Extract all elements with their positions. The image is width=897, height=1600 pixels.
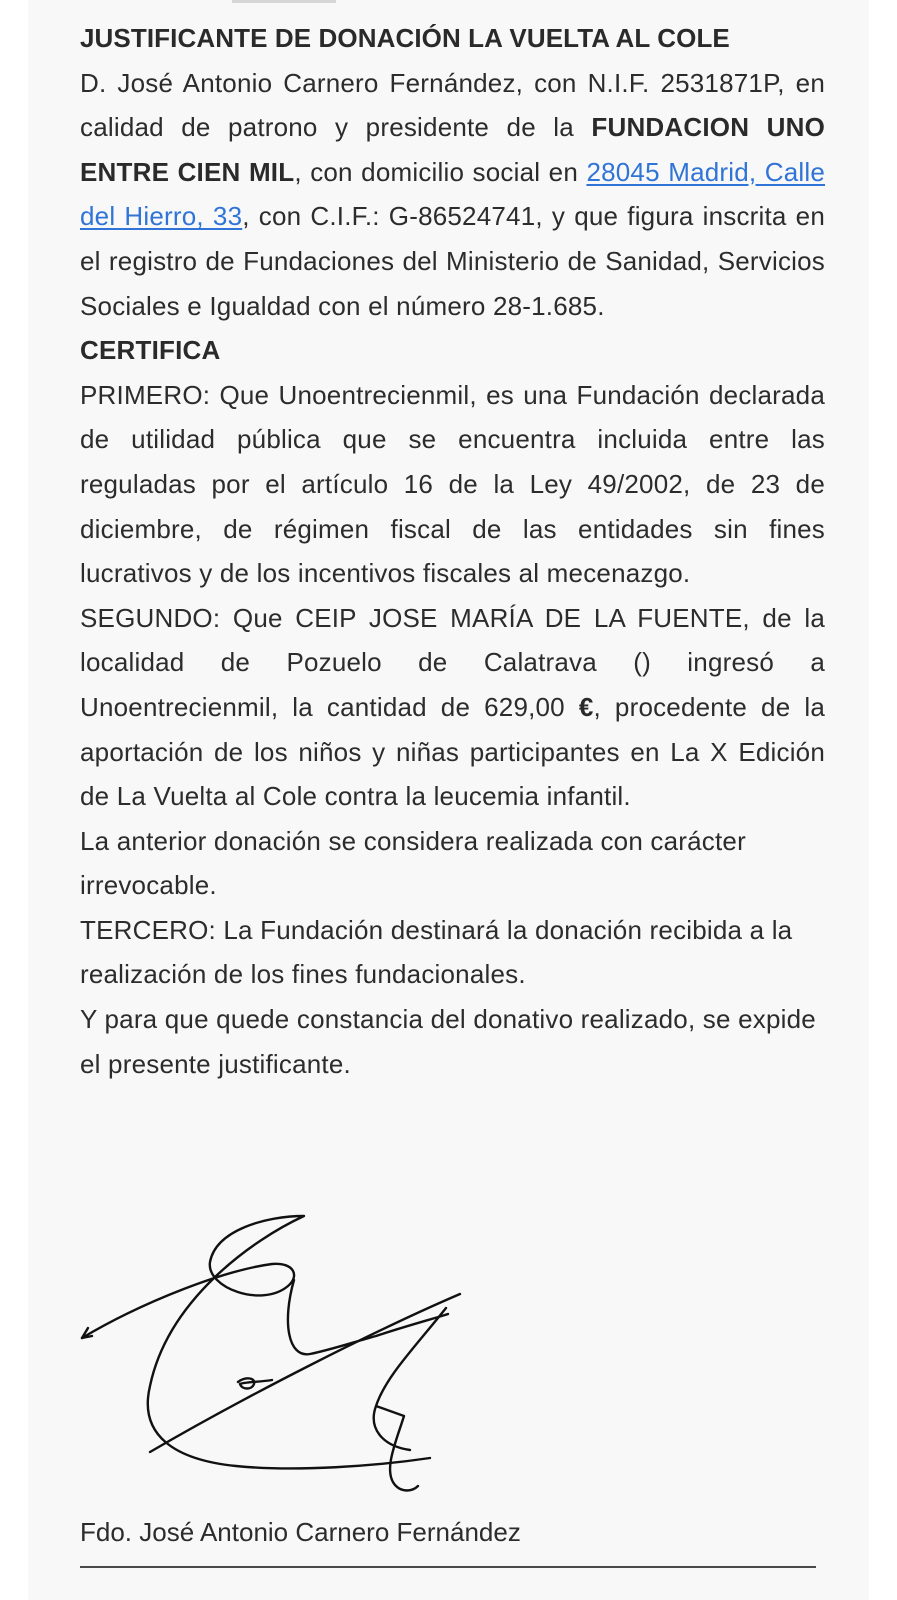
tercero-paragraph: TERCERO: La Fundación destinará la donación recibida a la realización de los fines fundacionales.: [80, 914, 793, 990]
segundo-text-1: SEGUNDO: Que CEIP JOSE MARÍA DE LA FUENTE, de la localidad de Pozuelo de Calatrava () ingresó a Unoentrecienmil, la cantidad de 629,00: [80, 602, 825, 722]
signature-stroke-5: [150, 1294, 460, 1452]
document-title: JUSTIFICANTE DE DONACIÓN LA VUELTA AL COLE: [80, 23, 730, 53]
primero-paragraph: PRIMERO: Que Unoentrecienmil, es una Fundación declarada de utilidad pública que se encuentra incluida entre las reguladas por el artículo 16 de la Ley 49/2002, de 23 de diciembre, de régimen fiscal de las entidades sin fines lucrativos y de los incentivos fiscales al mecenazgo.: [80, 379, 825, 589]
top-scroll-indicator: [232, 0, 336, 3]
irrevocable-paragraph: La anterior donación se considera realizada con carácter irrevocable.: [80, 825, 746, 901]
address-link[interactable]: 28045 Madrid, Calle del Hierro, 33: [80, 156, 826, 232]
handwritten-signature: [76, 1210, 476, 1505]
bottom-divider: [80, 1566, 816, 1568]
currency-symbol: €: [578, 691, 594, 722]
signature-stroke-3: [288, 1280, 448, 1354]
segundo-paragraph: [80, 596, 825, 819]
foundation-name: FUNDACION UNO ENTRE CIEN MIL: [80, 112, 825, 187]
intro-text-1: D. José Antonio Carnero Fernández, con N.I.F. 2531871P, en calidad de patrono y presidente de la: [80, 67, 825, 143]
intro-text-2: , con domicilio social en: [294, 156, 587, 187]
signer-name: Fdo. José Antonio Carnero Fernández: [80, 1517, 521, 1547]
intro-paragraph: [80, 61, 825, 329]
intro-text-3: , con C.I.F.: G-86524741, y que figura inscrita en el registro de Fundaciones del Ministerio de Sanidad, Servicios Sociales e Igualdad con el número 28-1.685.: [80, 201, 825, 321]
segundo-text-2: , procedente de la aportación de los niños y niñas participantes en La X Edición de La Vuelta al Cole contra la leucemia infantil.: [80, 691, 825, 812]
closing-paragraph: Y para que quede constancia del donativo realizado, se expide el presente justificante.: [80, 1004, 816, 1079]
document-content: [80, 16, 825, 1086]
certifica-heading: CERTIFICA: [80, 335, 221, 366]
